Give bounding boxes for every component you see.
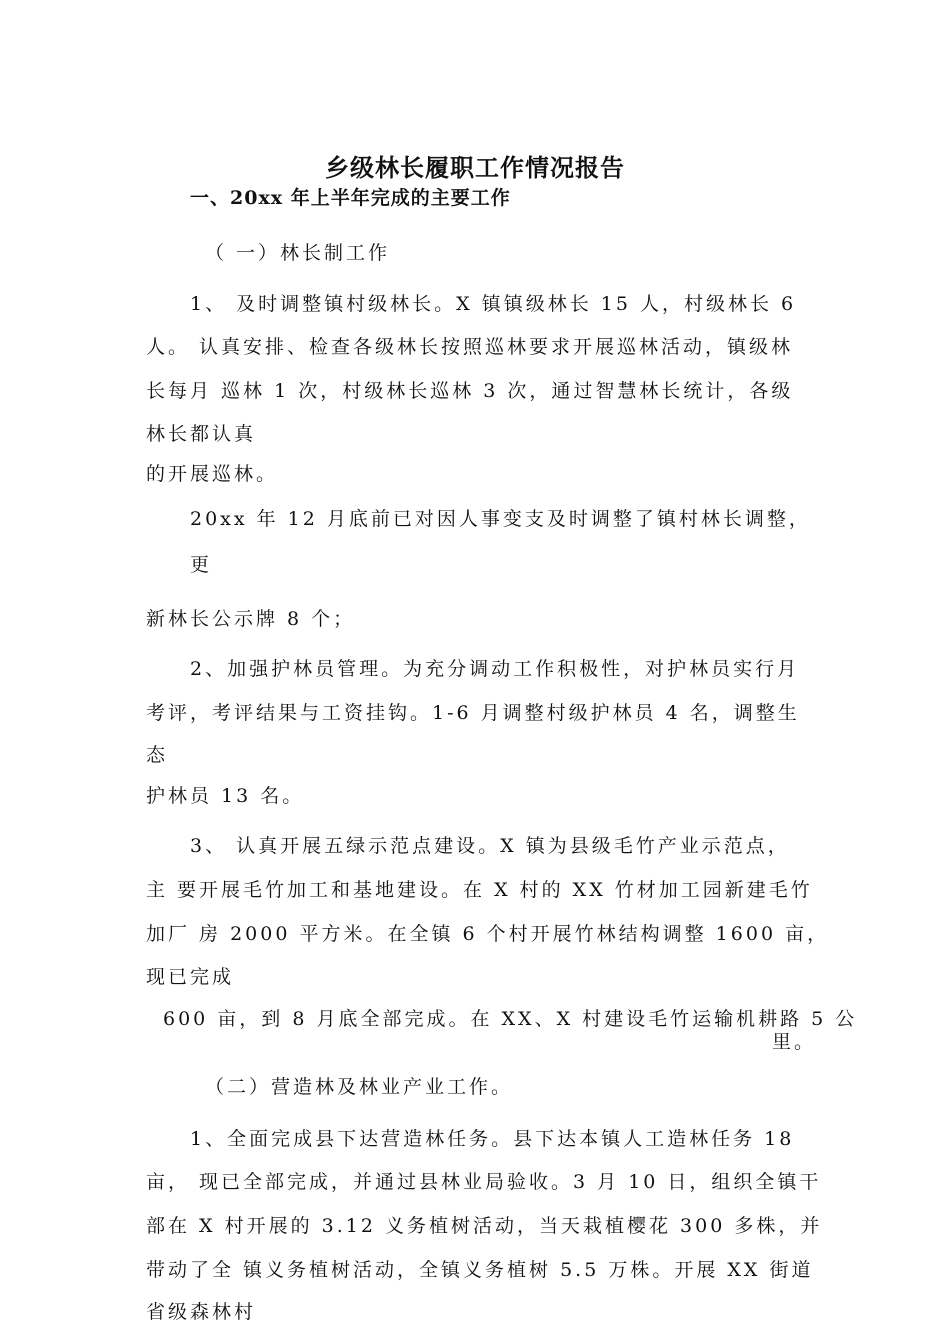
paragraph-line: 人。 认真安排、检查各级林长按照巡林要求开展巡林活动，镇级林 — [146, 336, 794, 358]
paragraph-line: 部在 X 村开展的 3.12 义务植树活动，当天栽植樱花 300 多株，并 — [146, 1215, 823, 1237]
paragraph-line: 600 亩，到 8 月底全部完成。在 XX、X 村建设毛竹运输机耕路 5 公 — [163, 1008, 858, 1030]
paragraph-line: 林长都认真 — [146, 423, 257, 445]
section-heading-1: （ 一）林长制工作 — [205, 242, 391, 264]
paragraph-line: 里。 — [772, 1031, 817, 1053]
paragraph-line: 1、 及时调整镇村级林长。X 镇镇级林长 15 人，村级林长 6 — [190, 293, 797, 315]
section-heading-2: （二）营造林及林业产业工作。 — [205, 1076, 514, 1098]
paragraph-line: 省级森林村 — [146, 1301, 257, 1323]
paragraph-line: 护林员 13 名。 — [146, 785, 305, 807]
paragraph-line: 加厂 房 2000 平方米。在全镇 6 个村开展竹林结构调整 1600 亩， — [146, 923, 830, 945]
paragraph-line: 主 要开展毛竹加工和基地建设。在 X 村的 XX 竹材加工园新建毛竹 — [146, 879, 813, 901]
paragraph-line: 20xx 年 12 月底前已对因人事变支及时调整了镇村林长调整， — [190, 508, 811, 530]
paragraph-line: 2、加强护林员管理。为充分调动工作积极性，对护林员实行月 — [190, 658, 800, 680]
paragraph-line: 带动了全 镇义务植树活动，全镇义务植树 5.5 万株。开展 XX 街道 — [146, 1259, 814, 1281]
paragraph-line: 1、全面完成县下达营造林任务。县下达本镇人工造林任务 18 — [190, 1128, 795, 1150]
heading-1: 一、20xx 年上半年完成的主要工作 — [190, 187, 511, 209]
paragraph-line: 亩， 现已全部完成，并通过县林业局验收。3 月 10 日，组织全镇干 — [146, 1171, 822, 1193]
paragraph-line: 3、 认真开展五绿示范点建设。X 镇为县级毛竹产业示范点， — [190, 835, 790, 857]
paragraph-line: 现已完成 — [146, 966, 235, 988]
paragraph-line: 的开展巡林。 — [146, 463, 279, 485]
paragraph-line: 考评，考评结果与工资挂钩。1-6 月调整村级护林员 4 名，调整生 — [146, 702, 800, 724]
paragraph-line: 长每月 巡林 1 次，村级林长巡林 3 次，通过智慧林长统计，各级 — [146, 380, 794, 402]
document-title: 乡级林长履职工作情况报告 — [325, 153, 625, 182]
paragraph-line: 态 — [146, 744, 169, 766]
paragraph-line: 新林长公示牌 8 个； — [146, 608, 356, 630]
paragraph-line: 更 — [190, 554, 213, 576]
